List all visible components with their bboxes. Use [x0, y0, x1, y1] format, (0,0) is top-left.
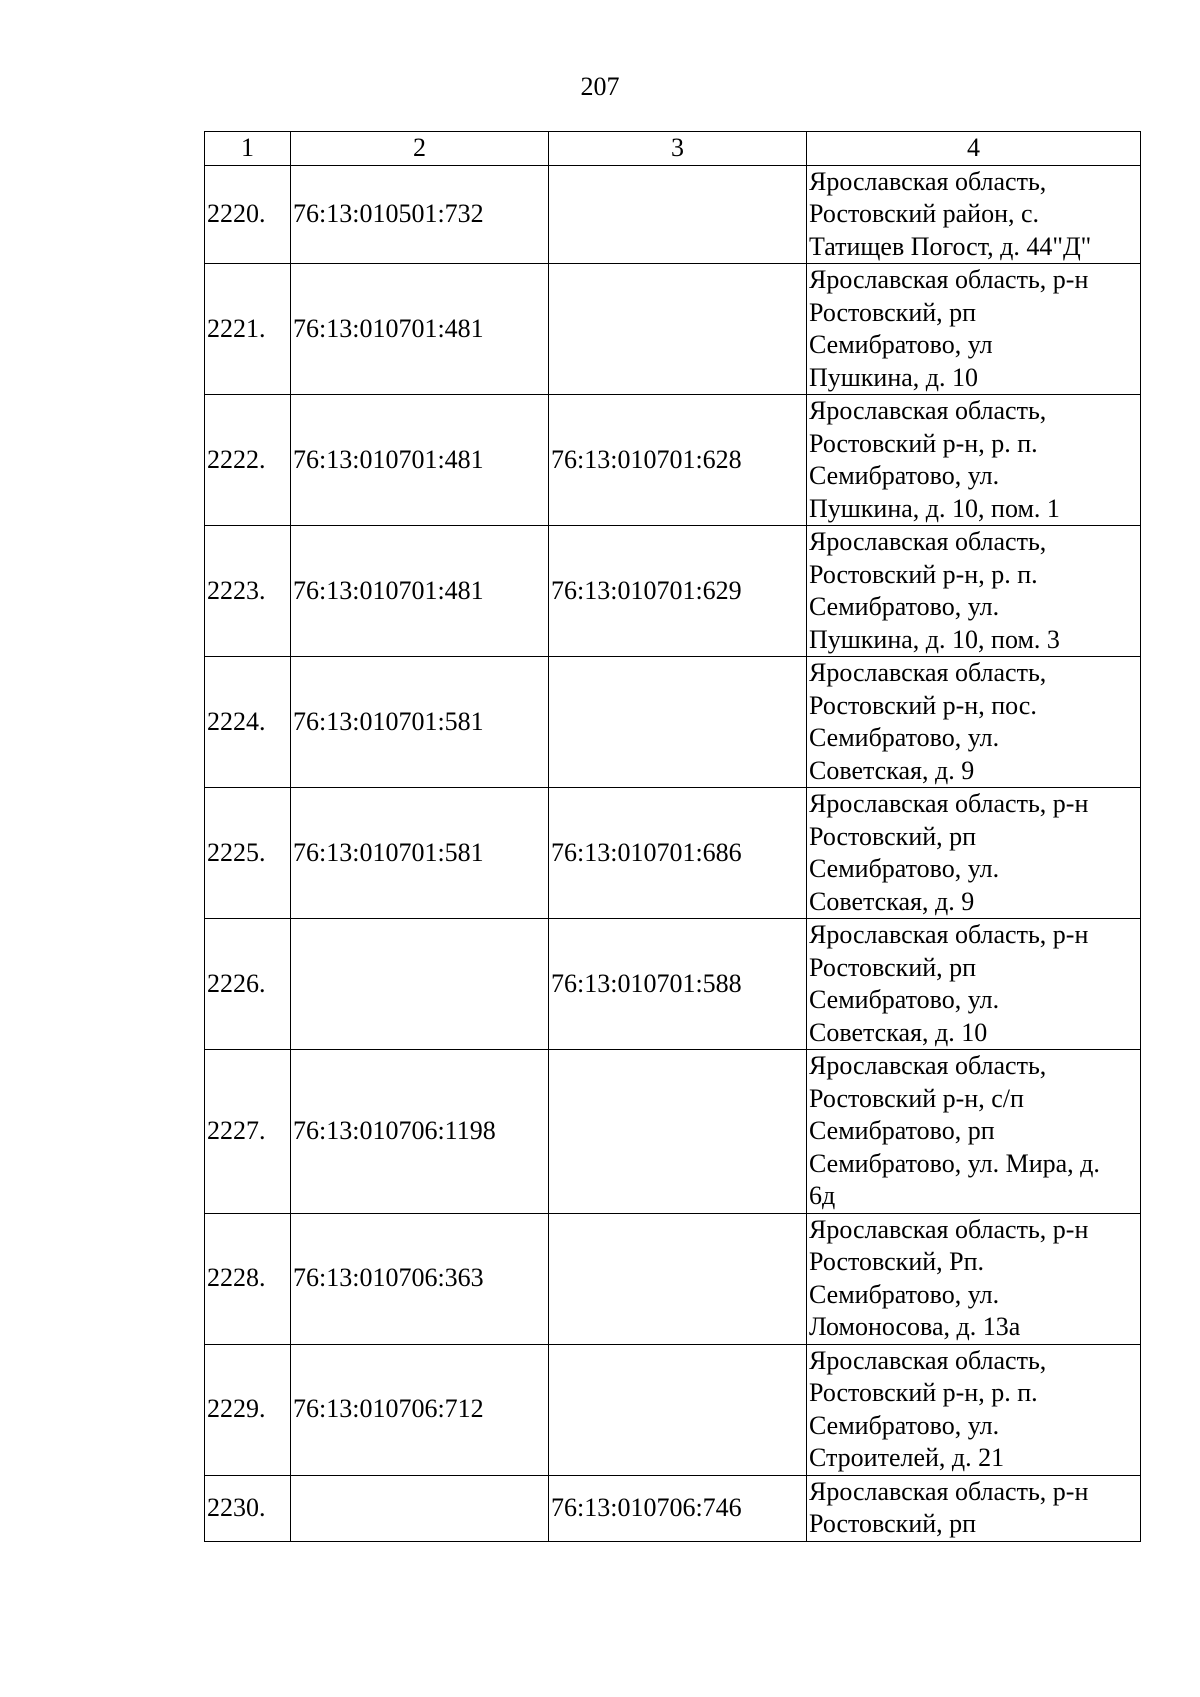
row-number: 2222. — [205, 395, 291, 526]
address: Ярославская область, р-н Ростовский, Рп. Семибратово, ул. Ломоносова, д. 13а — [807, 1213, 1141, 1344]
address: Ярославская область, Ростовский р-н, пос. Семибратово, ул. Советская, д. 9 — [807, 657, 1141, 788]
row-number: 2227. — [205, 1050, 291, 1214]
object-cadastral-number — [549, 657, 807, 788]
row-number: 2226. — [205, 919, 291, 1050]
address: Ярославская область, Ростовский район, с. Татищев Погост, д. 44"Д" — [807, 165, 1141, 264]
table-row — [205, 1475, 1141, 1541]
land-cadastral-number: 76:13:010706:363 — [291, 1213, 549, 1344]
object-cadastral-number — [549, 165, 807, 264]
object-cadastral-number — [549, 1050, 807, 1214]
address: Ярославская область, Ростовский р-н, с/п Семибратово, рп Семибратово, ул. Мира, д. 6д — [807, 1050, 1141, 1214]
object-cadastral-number: 76:13:010701:686 — [549, 788, 807, 919]
column-header-4: 4 — [807, 132, 1141, 166]
page-number: 207 — [580, 72, 620, 101]
land-cadastral-number: 76:13:010706:1198 — [291, 1050, 549, 1214]
land-cadastral-number: 76:13:010501:732 — [291, 165, 549, 264]
table-row — [205, 395, 1141, 526]
address: Ярославская область, Ростовский р-н, р. п. Семибратово, ул. Пушкина, д. 10, пом. 1 — [807, 395, 1141, 526]
header-row — [205, 132, 1141, 166]
table-row — [205, 788, 1141, 919]
table-row — [205, 1344, 1141, 1475]
object-cadastral-number: 76:13:010701:629 — [549, 526, 807, 657]
object-cadastral-number — [549, 1213, 807, 1344]
table-row — [205, 1213, 1141, 1344]
address: Ярославская область, р-н Ростовский, рп Семибратово, ул. Советская, д. 10 — [807, 919, 1141, 1050]
row-number: 2220. — [205, 165, 291, 264]
object-cadastral-number — [549, 1344, 807, 1475]
object-cadastral-number — [549, 264, 807, 395]
land-cadastral-number: 76:13:010701:481 — [291, 264, 549, 395]
row-number: 2221. — [205, 264, 291, 395]
land-cadastral-number: 76:13:010701:481 — [291, 526, 549, 657]
row-number: 2228. — [205, 1213, 291, 1344]
row-number: 2223. — [205, 526, 291, 657]
address: Ярославская область, р-н Ростовский, рп Семибратово, ул. Советская, д. 9 — [807, 788, 1141, 919]
object-cadastral-number: 76:13:010701:628 — [549, 395, 807, 526]
registry-table — [204, 131, 1141, 1542]
address: Ярославская область, р-н Ростовский, рп Семибратово, ул Пушкина, д. 10 — [807, 264, 1141, 395]
row-number: 2229. — [205, 1344, 291, 1475]
land-cadastral-number: 76:13:010701:581 — [291, 788, 549, 919]
row-number: 2224. — [205, 657, 291, 788]
address: Ярославская область, Ростовский р-н, р. п. Семибратово, ул. Строителей, д. 21 — [807, 1344, 1141, 1475]
column-header-1: 1 — [205, 132, 291, 166]
column-header-3: 3 — [549, 132, 807, 166]
object-cadastral-number: 76:13:010706:746 — [549, 1475, 807, 1541]
row-number: 2225. — [205, 788, 291, 919]
row-number: 2230. — [205, 1475, 291, 1541]
land-cadastral-number: 76:13:010706:712 — [291, 1344, 549, 1475]
table-row — [205, 526, 1141, 657]
column-header-2: 2 — [291, 132, 549, 166]
table-row — [205, 165, 1141, 264]
address: Ярославская область, р-н Ростовский, рп — [807, 1475, 1141, 1541]
address: Ярославская область, Ростовский р-н, р. п. Семибратово, ул. Пушкина, д. 10, пом. 3 — [807, 526, 1141, 657]
land-cadastral-number: 76:13:010701:581 — [291, 657, 549, 788]
table-row — [205, 657, 1141, 788]
land-cadastral-number — [291, 1475, 549, 1541]
land-cadastral-number — [291, 919, 549, 1050]
table-row — [205, 919, 1141, 1050]
table-row — [205, 1050, 1141, 1214]
table-row — [205, 264, 1141, 395]
object-cadastral-number: 76:13:010701:588 — [549, 919, 807, 1050]
land-cadastral-number: 76:13:010701:481 — [291, 395, 549, 526]
